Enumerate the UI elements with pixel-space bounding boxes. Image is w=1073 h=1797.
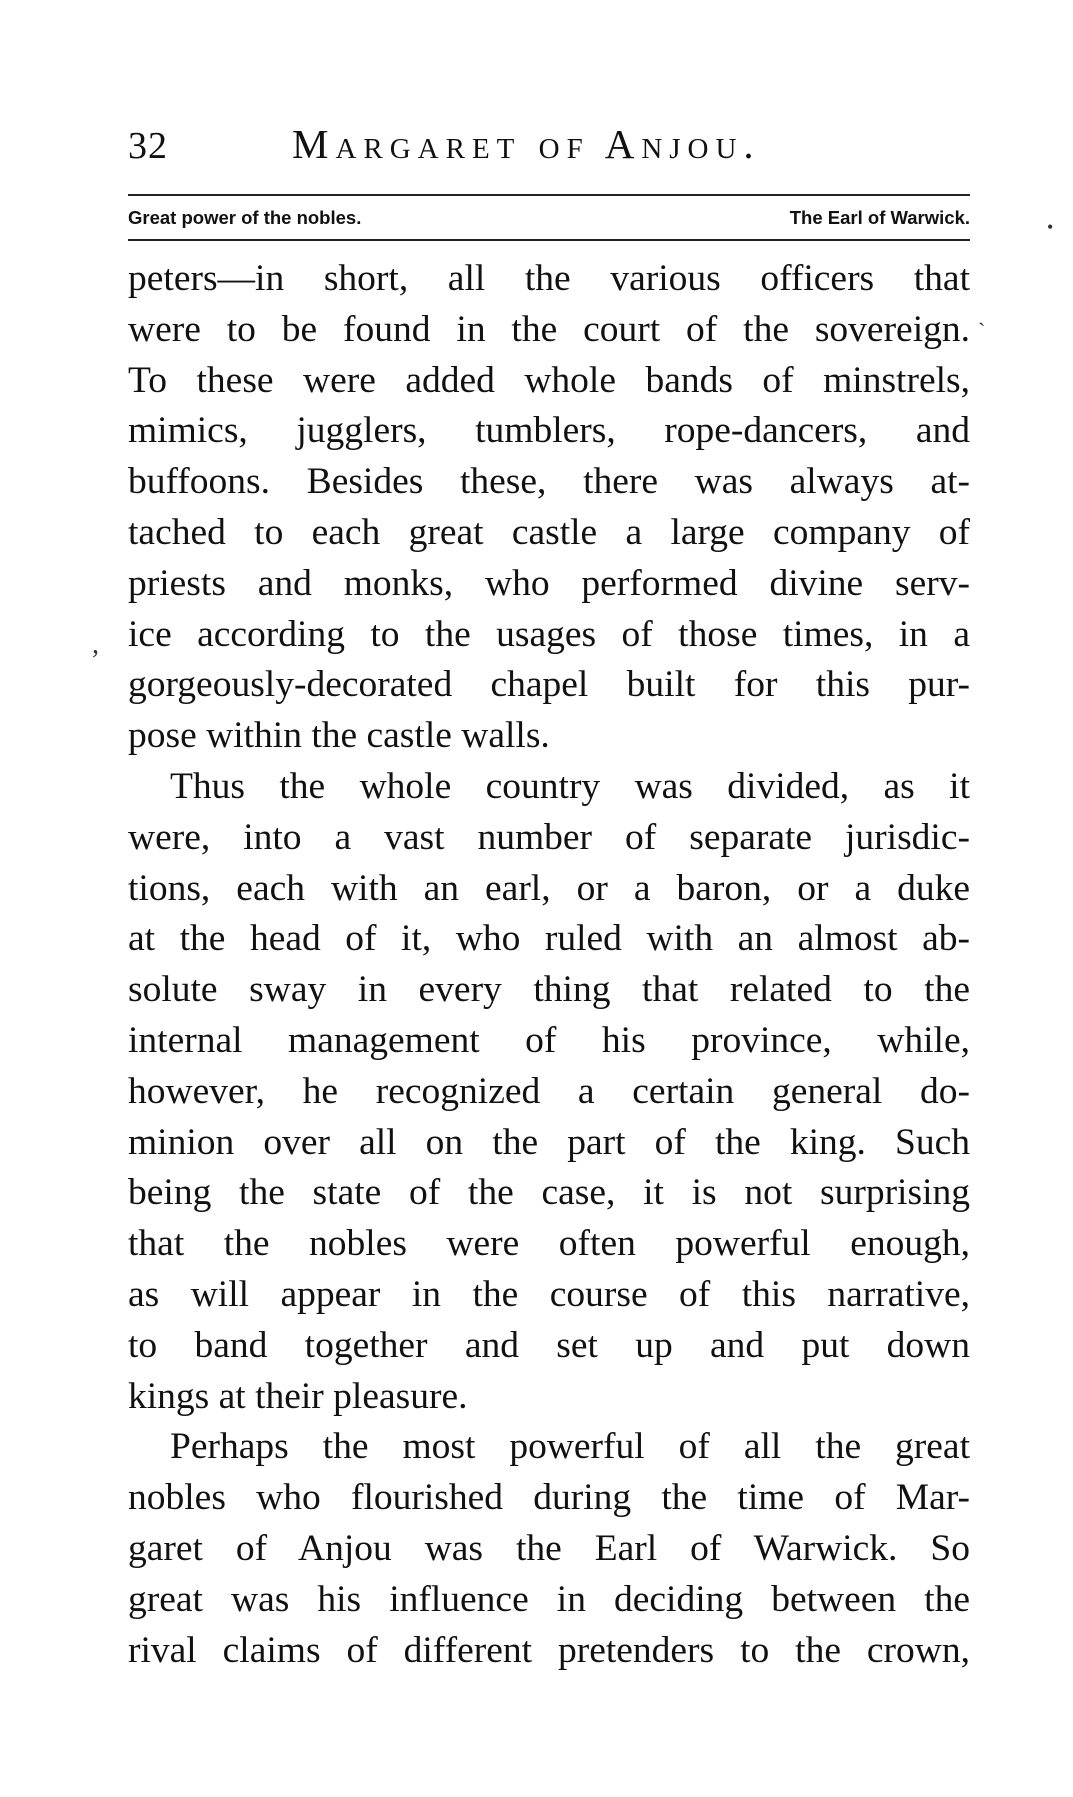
text-line: garet of Anjou was the Earl of Warwick. So [128, 1527, 970, 1569]
text-line: however, he recognized a certain general do- [128, 1070, 970, 1112]
margin-tick-mark: ` [978, 318, 986, 343]
text-line: rival claims of different pretenders to the crown, [128, 1629, 970, 1671]
paragraph [128, 1422, 970, 1676]
header-rule-top [128, 194, 970, 196]
text-line: that the nobles were often powerful enough, [128, 1223, 970, 1265]
text-line: peters—in short, all the various officers that [128, 258, 970, 299]
margin-comma-mark: , [92, 629, 99, 660]
side-notes [128, 200, 970, 236]
text-line: buffoons. Besides these, there was always at- [128, 461, 970, 503]
text-line: were to be found in the court of the sovereign. [128, 308, 970, 350]
side-note-left: Great power of the nobles. [128, 207, 362, 228]
text-line: nobles who flourished during the time of Mar- [128, 1477, 970, 1519]
text-line: kings at their pleasure. [128, 1375, 468, 1417]
header-rule-bottom [128, 239, 970, 241]
text-line: at the head of it, who ruled with an almost ab- [128, 918, 970, 960]
text-line: as will appear in the course of this narrative, [128, 1273, 970, 1315]
text-line: tions, each with an earl, or a baron, or a duke [128, 867, 970, 909]
text-line: ice according to the usages of those times, in a [128, 613, 970, 655]
text-line: mimics, jugglers, tumblers, rope-dancers, and [128, 410, 970, 452]
text-line: gorgeously-decorated chapel built for this pur- [128, 664, 970, 706]
text-line: priests and monks, who performed divine serv- [128, 562, 970, 604]
paragraph [128, 254, 970, 762]
text-line: To these were added whole bands of minstrels, [128, 359, 970, 401]
text-line: internal management of his province, while, [128, 1019, 970, 1061]
text-line: minion over all on the part of the king. Such [128, 1121, 970, 1163]
running-head [126, 118, 970, 178]
body-text [128, 254, 970, 1676]
text-line: great was his influence in deciding between the [128, 1578, 970, 1620]
text-line: tached to each great castle a large company of [128, 511, 970, 553]
text-line: to band together and set up and put down [128, 1324, 970, 1366]
text-line: being the state of the case, it is not surprising [128, 1172, 970, 1214]
side-note-right: The Earl of Warwick. [789, 207, 970, 228]
text-line: were, into a vast number of separate jurisdic- [128, 816, 970, 858]
text-line: solute sway in every thing that related to the [128, 969, 970, 1011]
text-line: Perhaps the most powerful of all the great [170, 1426, 970, 1468]
text-line: Thus the whole country was divided, as it [170, 765, 970, 807]
paragraph [128, 762, 970, 1422]
margin-dot-mark: • [1047, 217, 1054, 237]
page-number: 32 [128, 125, 168, 167]
text-line: pose within the castle walls. [128, 715, 550, 757]
book-title: Margaret of Anjou. [292, 121, 761, 167]
